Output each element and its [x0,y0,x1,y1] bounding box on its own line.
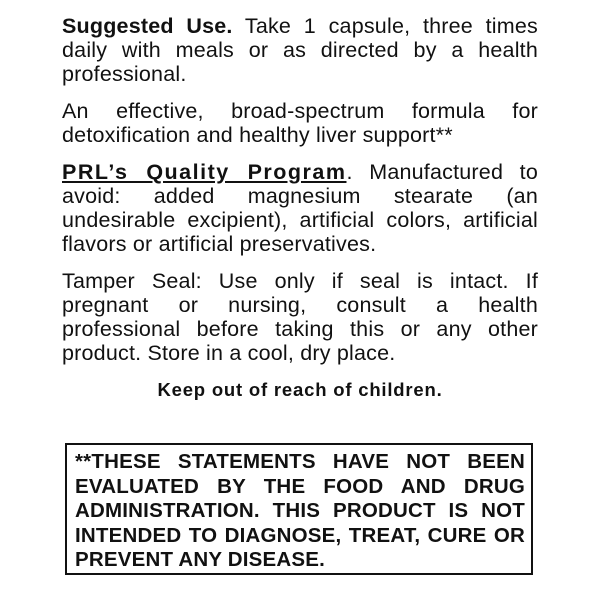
fda-disclaimer-box [65,443,533,575]
supplement-label [62,14,538,409]
suggested-use-text: Take 1 capsule, three times daily with meals or as directed by a health professional. [62,14,538,86]
tamper-seal-paragraph: Tamper Seal: Use only if seal is intact. If pregnant or nursing, consult a health professional before taking this or any other product. Store in a cool, dry place. [62,269,538,365]
suggested-use-heading: Suggested Use. [62,14,233,38]
children-warning: Keep out of reach of children. [157,379,443,400]
quality-program-text: . Manufactured to avoid: added magnesium stearate (an undesirable excipient), artificial colors, artificial flavors or artificial preservatives. [62,160,538,256]
product-description: An effective, broad-spectrum formula for detoxification and healthy liver support** [62,99,538,147]
fda-disclaimer-text: **THESE STATEMENTS HAVE NOT BEEN EVALUATED BY THE FOOD AND DRUG ADMINISTRATION. THIS PRODUCT IS NOT INTENDED TO DIAGNOSE, TREAT, CURE OR PREVENT ANY DISEASE. [75,450,525,571]
quality-program-paragraph [62,160,538,256]
suggested-use-paragraph [62,14,538,86]
quality-program-heading: PRL’s Quality Program [62,160,347,184]
